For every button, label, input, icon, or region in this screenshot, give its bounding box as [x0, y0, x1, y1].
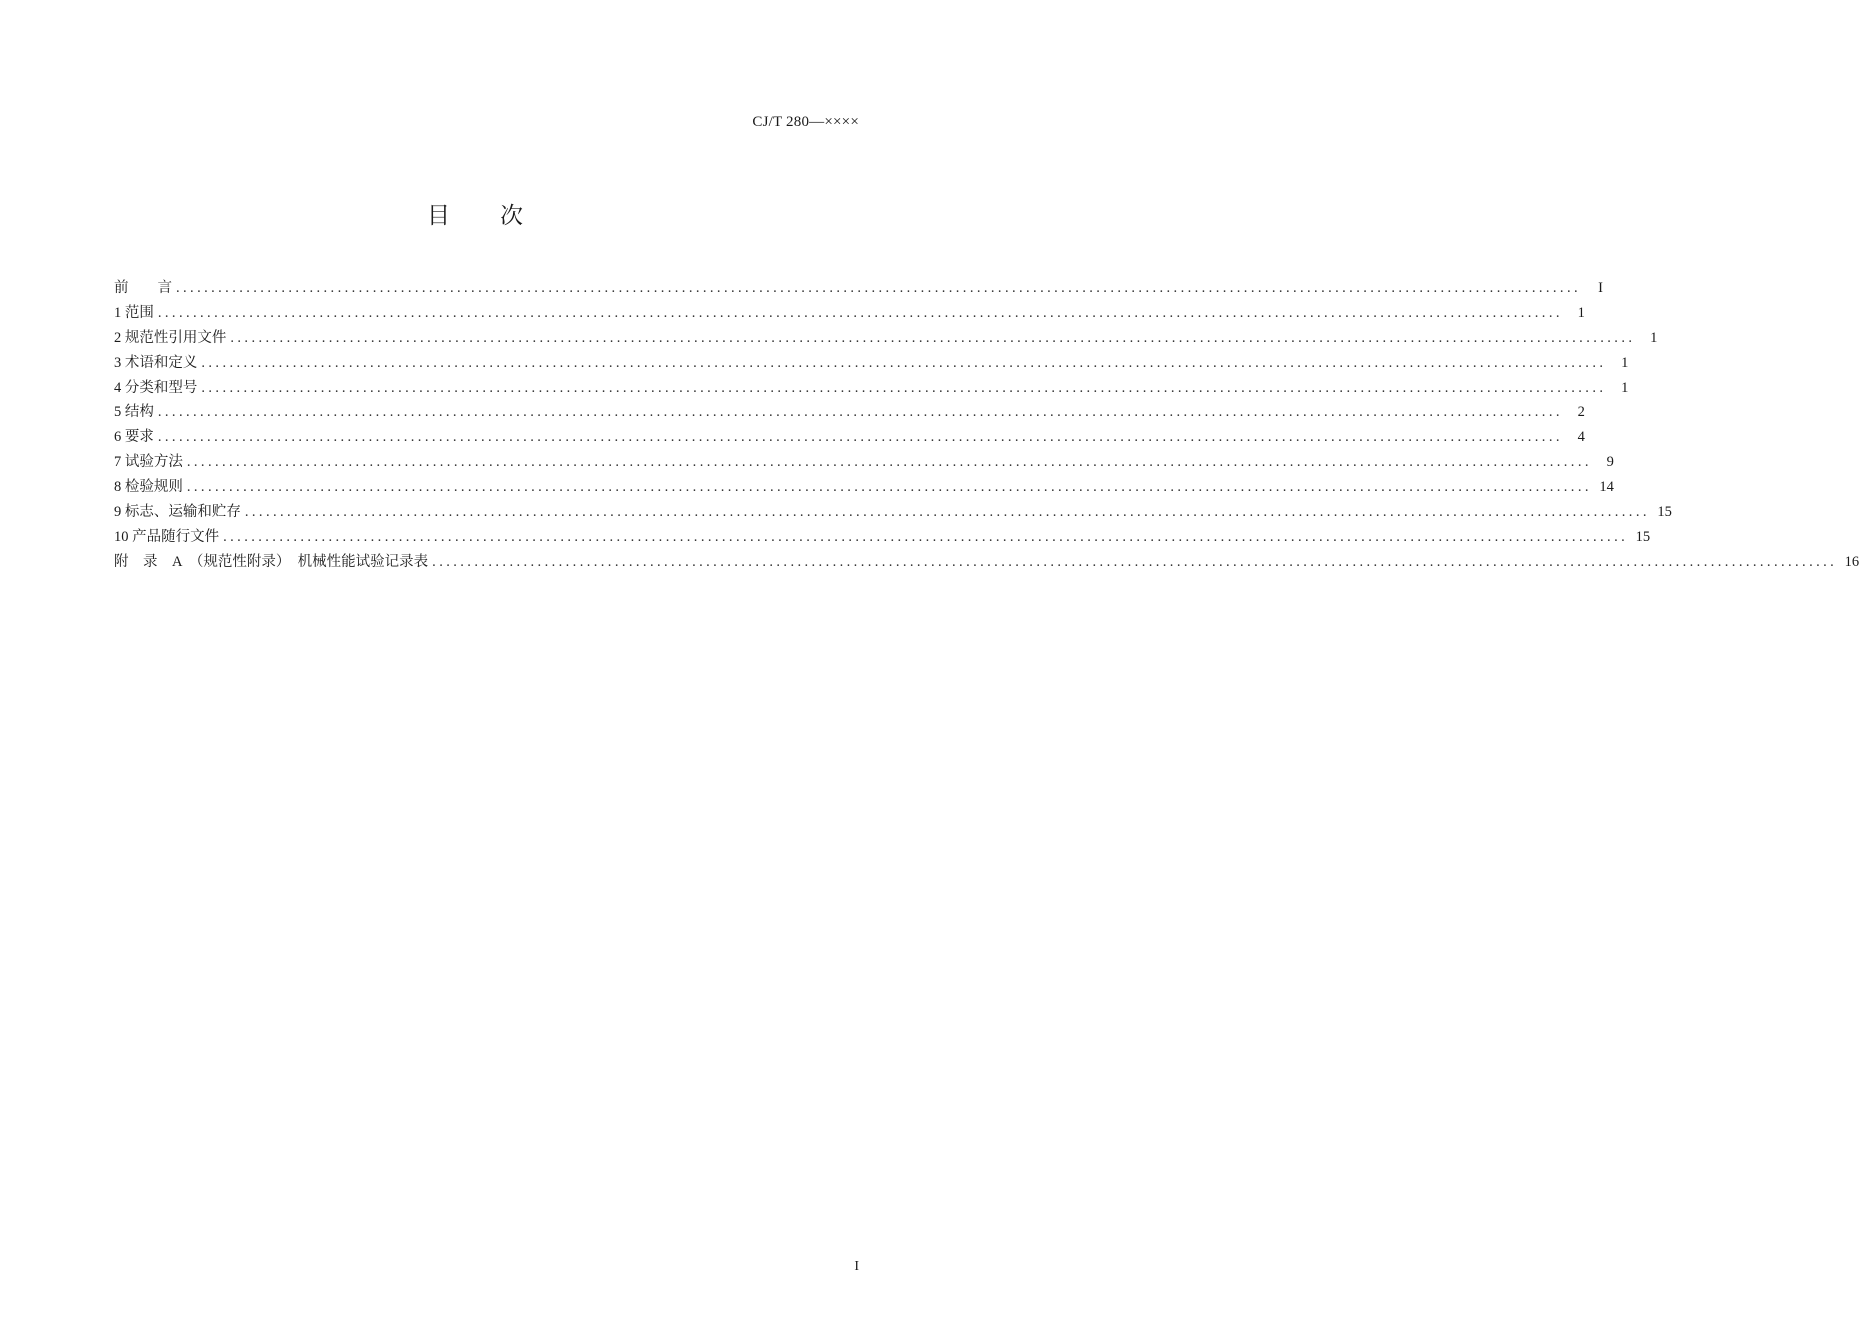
toc-entry-label: 7 试验方法 [114, 454, 183, 471]
toc-leader-dots: ........................................................................................................................................................................................................ [201, 379, 1607, 396]
toc-leader-dots: ........................................................................................................................................................................................................ [186, 479, 1592, 496]
toc-entry-page: 14 [1599, 479, 1614, 496]
toc-entry-page: 1 [1621, 354, 1629, 371]
toc-entry-label: 9 标志、运输和贮存 [114, 504, 241, 521]
toc-entry-marking-transport-storage[interactable] [114, 500, 1672, 525]
toc-leader-dots: ........................................................................................................................................................................................................ [157, 304, 1563, 321]
toc-entry-label: 10 产品随行文件 [114, 528, 220, 545]
toc-entry-classification[interactable] [114, 376, 1629, 401]
toc-entry-label: 5 结构 [114, 404, 154, 421]
toc-entry-scope[interactable] [114, 301, 1585, 326]
toc-entry-label: 4 分类和型号 [114, 379, 198, 396]
title-char-2: 次 [500, 203, 523, 229]
title-char-1: 目 [427, 203, 450, 229]
toc-entry-page: I [1598, 280, 1603, 296]
page-number: I [854, 1259, 859, 1274]
toc-entry-page: 2 [1577, 404, 1585, 421]
document-code: CJ/T 280—×××× [752, 114, 859, 130]
toc-entry-product-documents[interactable] [114, 525, 1651, 550]
toc-entry-page: 1 [1650, 329, 1658, 346]
toc-entry-label: 6 要求 [114, 429, 154, 446]
page-title [0, 197, 950, 230]
toc-entry-test-methods[interactable] [114, 450, 1614, 475]
toc-entry-structure[interactable] [114, 400, 1585, 425]
toc-entry-label: 3 术语和定义 [114, 354, 198, 371]
toc-entry-appendix-a[interactable] [114, 550, 1859, 575]
toc-entry-label: 8 检验规则 [114, 479, 183, 496]
toc-entry-page: 1 [1621, 379, 1629, 396]
toc-entry-page: 15 [1635, 528, 1651, 545]
toc-entry-page: 1 [1577, 304, 1585, 321]
table-of-contents [114, 276, 1859, 575]
toc-entry-label: 2 规范性引用文件 [114, 329, 227, 346]
toc-entry-terms-definitions[interactable] [114, 351, 1629, 376]
toc-entry-page: 16 [1844, 553, 1859, 570]
toc-entry-label: 附 录 A （规范性附录） 机械性能试验记录表 [114, 553, 429, 570]
toc-leader-dots: ........................................................................................................................................................................................................ [223, 528, 1629, 545]
toc-entry-foreword[interactable] [114, 276, 1603, 301]
toc-entry-normative-references[interactable] [114, 326, 1658, 351]
toc-entry-requirements[interactable] [114, 425, 1585, 450]
toc-entry-page: 15 [1657, 504, 1672, 521]
toc-leader-dots: ........................................................................................................................................................................................................ [201, 354, 1607, 371]
toc-entry-inspection-rules[interactable] [114, 475, 1614, 500]
toc-entry-page: 9 [1606, 454, 1614, 471]
toc-leader-dots: ........................................................................................................................................................................................................ [244, 504, 1650, 521]
toc-leader-dots: ........................................................................................................................................................................................................ [176, 280, 1581, 296]
toc-leader-dots: ........................................................................................................................................................................................................ [157, 404, 1563, 421]
toc-leader-dots: ........................................................................................................................................................................................................ [432, 553, 1838, 570]
toc-leader-dots: ........................................................................................................................................................................................................ [157, 429, 1563, 446]
toc-leader-dots: ........................................................................................................................................................................................................ [186, 454, 1592, 471]
toc-entry-label: 前 言 [114, 280, 172, 296]
toc-leader-dots: ........................................................................................................................................................................................................ [230, 329, 1636, 346]
toc-entry-label: 1 范围 [114, 304, 154, 321]
toc-entry-page: 4 [1577, 429, 1585, 446]
